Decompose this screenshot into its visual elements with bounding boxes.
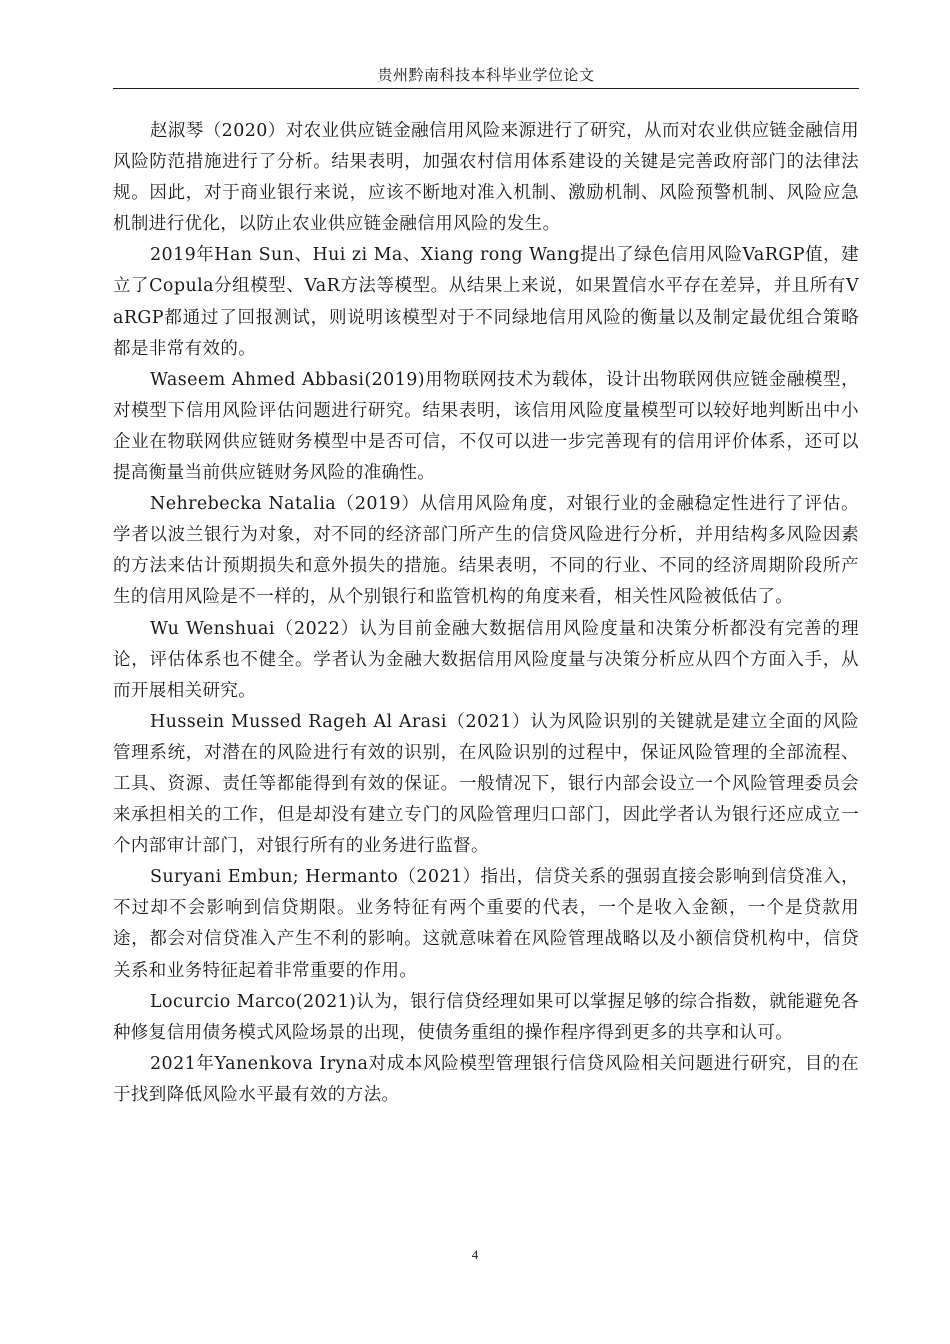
header-rule <box>113 88 859 89</box>
body-text <box>113 116 859 1111</box>
paragraph-hussein-al-arasi: Hussein Mussed Rageh Al Arasi（2021）认为风险识别的关键就是建立全面的风险管理系统，对潜在的风险进行有效的识别，在风险识别的过程中，保证风险管理的全部流程、工具、资源、责任等都能得到有效的保证。一般情况下，银行内部会设立一个风险管理委员会来承担相关的工作，但是却没有建立专门的风险管理归口部门，因此学者认为银行还应成立一个内部审计部门，对银行所有的业务进行监督。 <box>113 711 859 857</box>
paragraph-waseem-abbasi: Waseem Ahmed Abbasi(2019)用物联网技术为载体，设计出物联网供应链金融模型，对模型下信用风险评估问题进行研究。结果表明，该信用风险度量模型可以较好地判断出中小企业在物联网供应链财务模型中是否可信，不仅可以进一步完善现有的信用评价体系，还可以提高衡量当前供应链财务风险的准确性。 <box>113 369 859 484</box>
paragraph-yanenkova-iryna: 2021年Yanenkova Iryna对成本风险模型管理银行信贷风险相关问题进行研究，目的在于找到降低风险水平最有效的方法。 <box>113 1053 859 1105</box>
page-number: 4 <box>471 1247 479 1262</box>
running-header: 贵州黔南科技本科毕业学位论文 <box>377 66 595 84</box>
paragraph-zhao-shuqin: 赵淑琴（2020）对农业供应链金融信用风险来源进行了研究，从而对农业供应链金融信用风险防范措施进行了分析。结果表明，加强农村信用体系建设的关键是完善政府部门的法律法规。因此，对于商业银行来说，应该不断地对准入机制、激励机制、风险预警机制、风险应急机制进行优化，以防止农业供应链金融信用风险的发生。 <box>113 121 859 235</box>
paragraph-han-sun: 2019年Han Sun、Hui zi Ma、Xiang rong Wang提出了绿色信用风险VaRGP值，建立了Copula分组模型、VaR方法等模型。从结果上来说，如果置信水平存在差异，并且所有VaRGP都通过了回报测试，则说明该模型对于不同绿地信用风险的衡量以及制定最优组合策略都是非常有效的。 <box>113 245 859 359</box>
paragraph-suryani-embun: Suryani Embun; Hermanto（2021）指出，信贷关系的强弱直接会影响到信贷准入，不过却不会影响到信贷期限。业务特征有两个重要的代表，一个是收入金额，一个是贷款用途，都会对信贷准入产生不利的影响。这就意味着在风险管理战略以及小额信贷机构中，信贷关系和业务特征起着非常重要的作用。 <box>113 867 859 981</box>
paragraph-locurcio-marco: Locurcio Marco(2021)认为，银行信贷经理如果可以掌握足够的综合指数，就能避免各种修复信用债务模式风险场景的出现，使债务重组的操作程序得到更多的共享和认可。 <box>113 991 859 1043</box>
paragraph-nehrebecka-natalia: Nehrebecka Natalia（2019）从信用风险角度，对银行业的金融稳定性进行了评估。学者以波兰银行为对象，对不同的经济部门所产生的信贷风险进行分析，并用结构多风险因素的方法来估计预期损失和意外损失的措施。结果表明，不同的行业、不同的经济周期阶段所产生的信用风险是不一样的，从个别银行和监管机构的角度来看，相关性风险被低估了。 <box>113 494 859 608</box>
paragraph-wu-wenshuai: Wu Wenshuai（2022）认为目前金融大数据信用风险度量和决策分析都没有完善的理论，评估体系也不健全。学者认为金融大数据信用风险度量与决策分析应从四个方面入手，从而开展相关研究。 <box>113 618 859 701</box>
